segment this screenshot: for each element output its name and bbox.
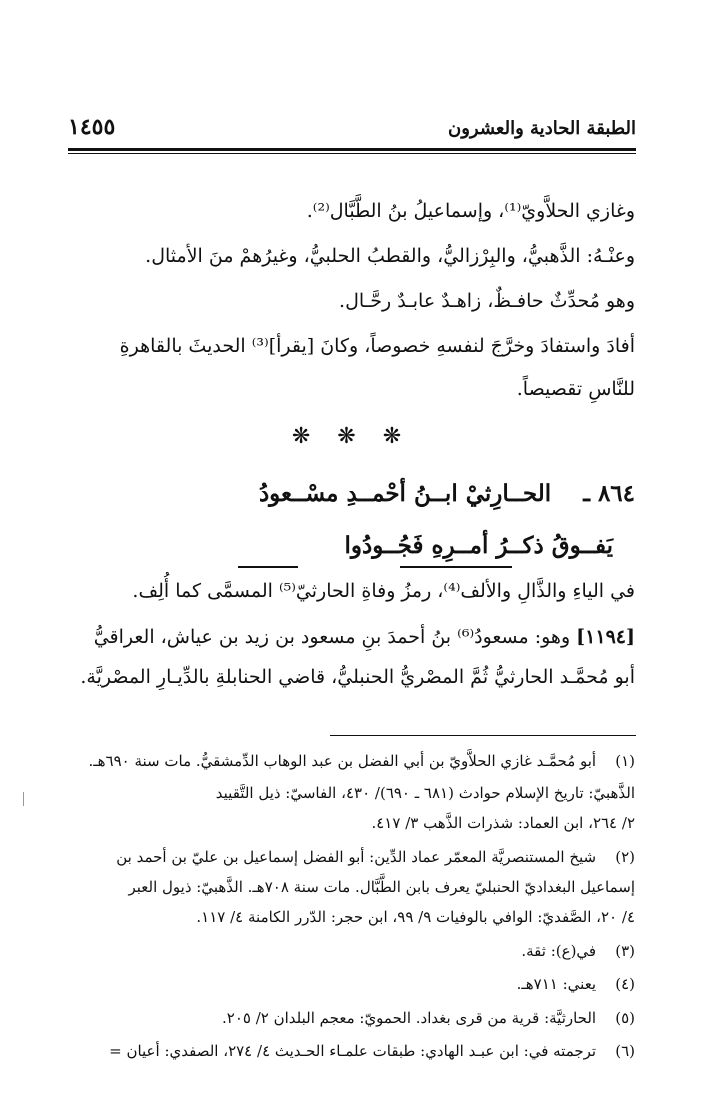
body-line-1: وغازي الحلاَّويّ⁽¹⁾، وإسماعيلُ بنُ الطَّبَّال⁽²⁾.	[306, 200, 635, 222]
verse-line: يَفــوقُ ذكــرُ أمــرِهِ فَجُــودُوا	[344, 532, 613, 559]
footnote-1-line-1	[88, 752, 635, 770]
footnote-3	[521, 942, 635, 960]
footnote-1-text-1: أبو مُحمَّـد غازي الحلاَّويّ بن أبي الفضل بن عبد الوهاب الدِّمشقيُّ. مات سنة ٦٩٠هـ.	[88, 752, 597, 770]
entry-heading	[259, 480, 635, 507]
bio-line-2: أبو مُحمَّـد الحارثيُّ ثُمَّ المصْريُّ الحنبليُّ، قاضي الحنابلةِ بالدِّيـارِ المصْريَّة.	[80, 666, 635, 688]
bio-line-1-text: وهو: مسعودُ⁽⁶⁾ بنُ أحمدَ بنِ مسعود بن زيد بن عياش، العراقيُّ	[93, 626, 571, 648]
footnote-1-line-2: الذَّهبيّ: تاريخ الإسلام حوادث (٦٨١ ـ ٦٩٠)/ ٤٣٠، الفاسيّ: ذيل التَّقييد	[215, 784, 635, 802]
page-number: ١٤٥٥	[68, 114, 116, 140]
page-header	[68, 110, 636, 146]
footnote-5	[222, 1009, 635, 1027]
footnote-2-number: (٢)	[615, 848, 635, 866]
bio-id: [١١٩٤]	[576, 626, 635, 648]
footnote-6-text: ترجمته في: ابن عبـد الهادي: طبقات علمـاء الحـديث ٤/ ٢٧٤، الصفدي: أعيان =	[109, 1042, 597, 1060]
verse-underline-2	[238, 566, 298, 568]
entry-number: ٨٦٤ ـ	[583, 480, 635, 507]
footnote-2-line-1	[116, 848, 635, 866]
footnote-1-number: (١)	[615, 752, 635, 770]
section-separator: ❋ ❋ ❋	[291, 424, 412, 449]
body-line-3: وهو مُحدِّثٌ حافـظٌ، زاهـدٌ عابـدٌ رحَّـال.	[339, 290, 635, 312]
footnote-rule	[330, 735, 636, 736]
header-rule-thick	[68, 148, 636, 151]
footnote-4-number: (٤)	[615, 975, 635, 993]
body-line-5: للنَّاسِ تقصيصاً.	[516, 378, 635, 400]
body-line-4: أفادَ واستفادَ وخرَّجَ لنفسهِ خصوصاً، وكانَ [يقرأ]⁽³⁾ الحديثَ بالقاهرةِ	[119, 335, 635, 357]
running-title: الطبقة الحادية والعشرون	[448, 118, 636, 139]
footnote-3-text: في(ع): ثقة.	[521, 942, 597, 960]
footnote-4-text: يعني: ٧١١هـ.	[516, 975, 597, 993]
margin-mark	[23, 792, 24, 806]
body-line-2: وعنْـهُ: الذَّهبيُّ، والبِرْزاليُّ، والقطبُ الحلبيُّ، وغيرُهمْ منَ الأمثال.	[145, 245, 635, 267]
header-rule-thin	[68, 153, 636, 154]
footnote-5-number: (٥)	[615, 1009, 635, 1027]
footnote-3-number: (٣)	[615, 942, 635, 960]
footnote-2-line-2: إسماعيل البغداديّ الحنبليّ يعرف بابن الطَّبَّال. مات سنة ٧٠٨هـ. الذَّهبيّ: ذيول العبر	[128, 878, 635, 896]
verse-underline-1	[400, 566, 512, 568]
entry-line-1: في الياءِ والذَّالِ والألف⁽⁴⁾، رمزُ وفاةِ الحارثيّ⁽⁵⁾ المسمَّى كما أُلِف.	[132, 580, 635, 602]
footnote-1-line-3: ٢/ ٢٦٤، ابن العماد: شذرات الذَّهب ٣/ ٤١٧.	[371, 814, 635, 832]
footnote-2-line-3: ٤/ ٢٠، الصَّفديّ: الوافي بالوفيات ٩/ ٩٩، ابن حجر: الدّرر الكامنة ٤/ ١١٧.	[196, 908, 635, 926]
bio-line-1	[94, 626, 635, 648]
footnote-6-number: (٦)	[615, 1042, 635, 1060]
entry-name: الحــارِثيْ ابــنُ أحْمــدِ مسْــعودُ	[258, 480, 552, 507]
footnote-6	[109, 1042, 635, 1060]
footnote-2-text-1: شيخ المستنصريَّة المعمّر عماد الدِّين: أبو الفضل إسماعيل بن عليّ بن أحمد بن	[116, 848, 597, 866]
footnote-4	[517, 975, 635, 993]
footnote-5-text: الحارثيَّة: قرية من قرى بغداد. الحمويّ: معجم البلدان ٢/ ٢٠٥.	[222, 1009, 597, 1027]
